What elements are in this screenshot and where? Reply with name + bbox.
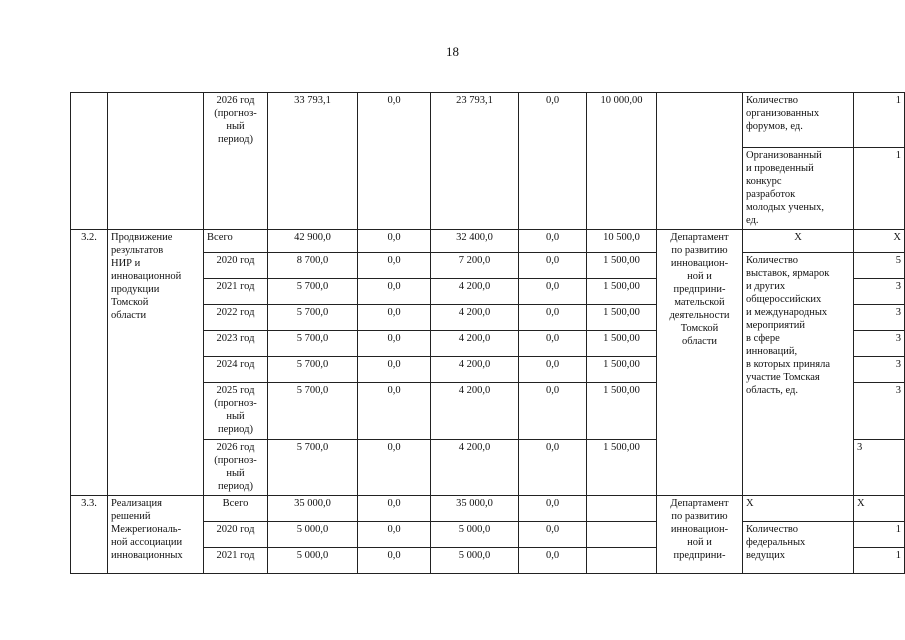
cell-local: 0,0 <box>519 548 587 574</box>
cell-local: 0,0 <box>519 383 587 440</box>
cell-regional: 4 200,0 <box>431 305 519 331</box>
cell-federal: 0,0 <box>358 496 431 522</box>
cell-regional: 4 200,0 <box>431 331 519 357</box>
cell-local: 0,0 <box>519 253 587 279</box>
cell-indicator: X <box>743 230 854 253</box>
program-table <box>70 92 905 574</box>
cell-regional: 23 793,1 <box>431 93 519 230</box>
cell-indicator-value: 3 <box>854 331 905 357</box>
table-row <box>71 93 905 148</box>
cell-indicator-value: 3 <box>854 440 905 496</box>
cell-other: 10 500,0 <box>587 230 657 253</box>
cell-other: 1 500,00 <box>587 331 657 357</box>
cell-total: 5 700,0 <box>268 440 358 496</box>
cell-indicator-value: 1 <box>854 148 905 230</box>
table-row <box>71 496 905 522</box>
cell-local: 0,0 <box>519 305 587 331</box>
cell-local: 0,0 <box>519 357 587 383</box>
page-number: 18 <box>446 44 459 59</box>
cell-indicator: Количество организованных форумов, ед. <box>743 93 854 148</box>
cell-federal: 0,0 <box>358 522 431 548</box>
cell-year: 2024 год <box>204 357 268 383</box>
cell-regional: 35 000,0 <box>431 496 519 522</box>
cell-local: 0,0 <box>519 496 587 522</box>
cell-indicator-value: 5 <box>854 253 905 279</box>
cell-year: 2020 год <box>204 253 268 279</box>
cell-federal: 0,0 <box>358 279 431 305</box>
cell-federal: 0,0 <box>358 383 431 440</box>
cell-federal: 0,0 <box>358 331 431 357</box>
cell-indicator: X <box>743 496 854 522</box>
cell-indicator-value: X <box>854 230 905 253</box>
cell-other: 1 500,00 <box>587 279 657 305</box>
cell-federal: 0,0 <box>358 230 431 253</box>
cell-local: 0,0 <box>519 522 587 548</box>
cell-num: 3.2. <box>71 230 108 496</box>
table-row <box>71 230 905 253</box>
cell-regional: 7 200,0 <box>431 253 519 279</box>
cell-total: 42 900,0 <box>268 230 358 253</box>
cell-name: Продвижение результатов НИР и инновационной продукции Томской области <box>108 230 204 496</box>
cell-executor: Департамент по развитию инновацион- ной и предприни- <box>657 496 743 574</box>
cell-indicator: Количество федеральных ведущих <box>743 522 854 574</box>
cell-other: 1 500,00 <box>587 383 657 440</box>
cell-indicator-value: 3 <box>854 279 905 305</box>
cell-regional: 5 000,0 <box>431 548 519 574</box>
cell-local: 0,0 <box>519 440 587 496</box>
cell-other: 1 500,00 <box>587 440 657 496</box>
cell-federal: 0,0 <box>358 253 431 279</box>
cell-total: 35 000,0 <box>268 496 358 522</box>
cell-year: 2021 год <box>204 548 268 574</box>
cell-year: 2021 год <box>204 279 268 305</box>
cell-federal: 0,0 <box>358 357 431 383</box>
cell-year: Всего <box>204 230 268 253</box>
cell-regional: 4 200,0 <box>431 279 519 305</box>
cell-indicator-value: 1 <box>854 93 905 148</box>
cell-total: 5 700,0 <box>268 305 358 331</box>
cell-other <box>587 496 657 522</box>
cell-year: 2025 год (прогноз- ный период) <box>204 383 268 440</box>
cell-other: 1 500,00 <box>587 253 657 279</box>
cell-indicator-value: 3 <box>854 305 905 331</box>
cell-local: 0,0 <box>519 93 587 230</box>
cell-num <box>71 93 108 230</box>
cell-regional: 4 200,0 <box>431 383 519 440</box>
cell-indicator: Количество выставок, ярмарок и других общероссийских и международных мероприятий в сфере инноваций, в которых приняла участие Томская область, ед. <box>743 253 854 496</box>
cell-year: 2026 год (прогноз- ный период) <box>204 93 268 230</box>
cell-local: 0,0 <box>519 331 587 357</box>
cell-federal: 0,0 <box>358 305 431 331</box>
cell-federal: 0,0 <box>358 548 431 574</box>
cell-executor <box>657 93 743 230</box>
cell-total: 5 700,0 <box>268 279 358 305</box>
cell-total: 8 700,0 <box>268 253 358 279</box>
cell-indicator: Организованный и проведенный конкурс разработок молодых ученых, ед. <box>743 148 854 230</box>
cell-federal: 0,0 <box>358 440 431 496</box>
cell-total: 5 700,0 <box>268 357 358 383</box>
cell-total: 5 700,0 <box>268 331 358 357</box>
cell-total: 33 793,1 <box>268 93 358 230</box>
cell-year: 2023 год <box>204 331 268 357</box>
cell-total: 5 000,0 <box>268 522 358 548</box>
cell-total: 5 000,0 <box>268 548 358 574</box>
cell-other: 1 500,00 <box>587 305 657 331</box>
cell-indicator-value: 1 <box>854 548 905 574</box>
cell-indicator-value: X <box>854 496 905 522</box>
cell-num: 3.3. <box>71 496 108 574</box>
cell-name <box>108 93 204 230</box>
cell-other <box>587 548 657 574</box>
cell-regional: 5 000,0 <box>431 522 519 548</box>
cell-year: 2020 год <box>204 522 268 548</box>
cell-federal: 0,0 <box>358 93 431 230</box>
cell-indicator-value: 3 <box>854 357 905 383</box>
cell-executor: Департамент по развитию инновацион- ной и предприни- мательской деятельности Томской области <box>657 230 743 496</box>
cell-total: 5 700,0 <box>268 383 358 440</box>
cell-other: 10 000,00 <box>587 93 657 230</box>
cell-other: 1 500,00 <box>587 357 657 383</box>
cell-other <box>587 522 657 548</box>
cell-year: 2022 год <box>204 305 268 331</box>
cell-indicator-value: 3 <box>854 383 905 440</box>
cell-regional: 4 200,0 <box>431 440 519 496</box>
cell-local: 0,0 <box>519 279 587 305</box>
cell-regional: 32 400,0 <box>431 230 519 253</box>
cell-local: 0,0 <box>519 230 587 253</box>
cell-year: Всего <box>204 496 268 522</box>
cell-indicator-value: 1 <box>854 522 905 548</box>
cell-name: Реализация решений Межрегиональ- ной ассоциации инновационных <box>108 496 204 574</box>
cell-regional: 4 200,0 <box>431 357 519 383</box>
cell-year: 2026 год (прогноз- ный период) <box>204 440 268 496</box>
